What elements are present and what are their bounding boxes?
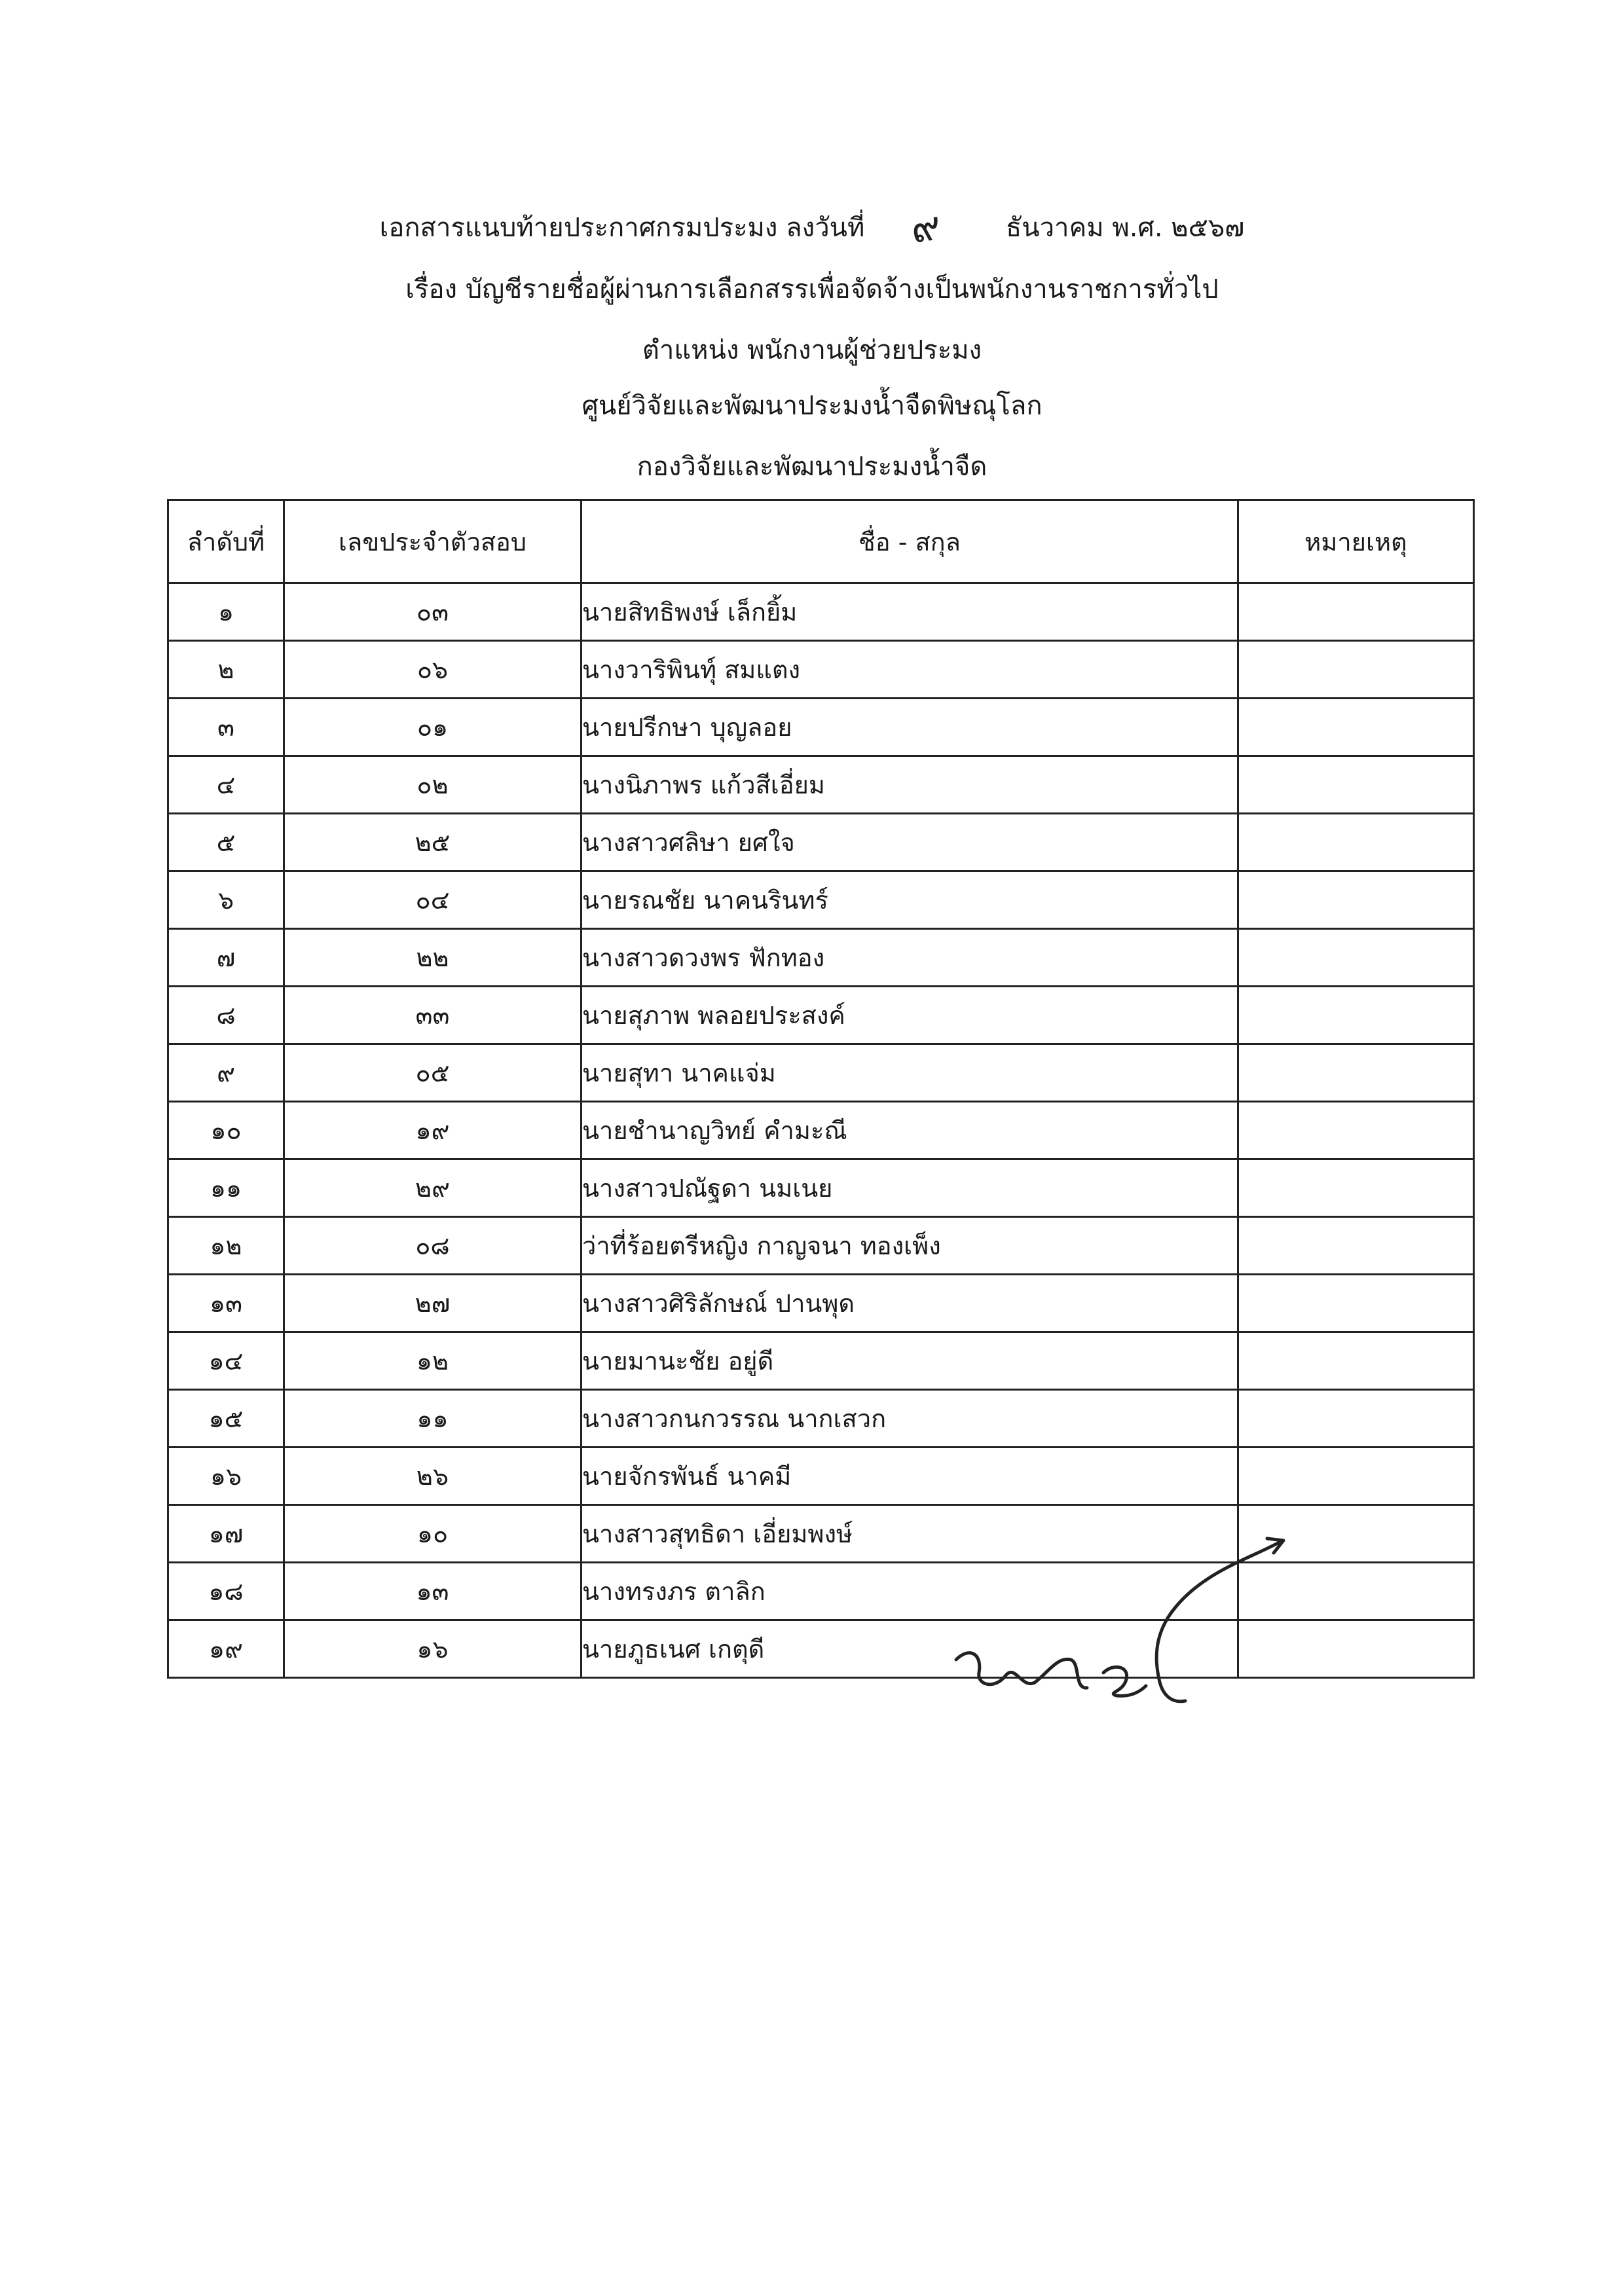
- header-line1-text: เอกสารแนบท้ายประกาศกรมประมง ลงวันที่: [379, 213, 865, 243]
- remark-cell: [1238, 1159, 1474, 1217]
- table-row: [168, 1044, 1474, 1102]
- exam-id-cell: ๒๖: [284, 1448, 581, 1505]
- order-cell: ๑๕: [168, 1390, 284, 1448]
- order-cell: ๒: [168, 641, 284, 699]
- order-cell: ๗: [168, 929, 284, 987]
- name-cell: นายสุภาพ พลอยประสงค์: [581, 987, 1238, 1044]
- order-cell: ๑๓: [168, 1275, 284, 1332]
- exam-id-cell: ๒๕: [284, 814, 581, 871]
- name-cell: นางวาริพินทุ์ สมแตง: [581, 641, 1238, 699]
- exam-id-cell: ๒๒: [284, 929, 581, 987]
- remark-cell: [1238, 756, 1474, 814]
- table-row: [168, 871, 1474, 929]
- table-row: [168, 641, 1474, 699]
- table-row: [168, 814, 1474, 871]
- order-cell: ๑๗: [168, 1505, 284, 1563]
- table-row: [168, 1448, 1474, 1505]
- exam-id-cell: ๐๒: [284, 756, 581, 814]
- name-cell: นายสิทธิพงษ์ เล็กยิ้ม: [581, 583, 1238, 641]
- exam-id-cell: ๐๖: [284, 641, 581, 699]
- name-cell: นางสาวปณัฐดา นมเนย: [581, 1159, 1238, 1217]
- exam-id-cell: ๐๓: [284, 583, 581, 641]
- handwritten-annotation-signature: [943, 1519, 1310, 1715]
- remark-cell: [1238, 1044, 1474, 1102]
- candidate-table: [167, 499, 1475, 1679]
- remark-cell: [1238, 699, 1474, 756]
- remark-cell: [1238, 641, 1474, 699]
- table-row: [168, 1102, 1474, 1159]
- header-line-position: ตำแหน่ง พนักงานผู้ช่วยประมง: [642, 335, 982, 365]
- handwritten-day: ๙: [908, 201, 944, 253]
- order-cell: ๓: [168, 699, 284, 756]
- remark-cell: [1238, 1275, 1474, 1332]
- name-cell: นายจักรพันธ์ นาคมี: [581, 1448, 1238, 1505]
- order-cell: ๘: [168, 987, 284, 1044]
- header-line-division: กองวิจัยและพัฒนาประมงน้ำจืด: [637, 452, 987, 482]
- remark-cell: [1238, 987, 1474, 1044]
- name-cell: นายปรีกษา บุญลอย: [581, 699, 1238, 756]
- handwritten-note-text: เหลา ๒: [943, 1519, 946, 1520]
- exam-id-cell: ๐๑: [284, 699, 581, 756]
- remark-cell: [1238, 929, 1474, 987]
- name-cell: นางทรงภร ตาลิก: [581, 1563, 1238, 1620]
- name-cell: นายสุทา นาคแจ่ม: [581, 1044, 1238, 1102]
- remark-cell: [1238, 814, 1474, 871]
- exam-id-cell: ๐๘: [284, 1217, 581, 1275]
- name-cell: นายรณชัย นาคนรินทร์: [581, 871, 1238, 929]
- table-row: [168, 1390, 1474, 1448]
- order-cell: ๑๖: [168, 1448, 284, 1505]
- remark-cell: [1238, 871, 1474, 929]
- remark-cell: [1238, 1390, 1474, 1448]
- exam-id-cell: ๑๒: [284, 1332, 581, 1390]
- order-cell: ๕: [168, 814, 284, 871]
- exam-id-cell: ๐๕: [284, 1044, 581, 1102]
- table-row: [168, 583, 1474, 641]
- name-cell: นายภูธเนศ เกตุดี: [581, 1620, 1238, 1678]
- exam-id-cell: ๒๙: [284, 1159, 581, 1217]
- header-line-date: [0, 208, 1624, 247]
- name-cell: นางสาวสุทธิดา เอี่ยมพงษ์: [581, 1505, 1238, 1563]
- order-cell: ๑๔: [168, 1332, 284, 1390]
- exam-id-cell: ๑๖: [284, 1620, 581, 1678]
- order-cell: ๑๙: [168, 1620, 284, 1678]
- header-line-center: ศูนย์วิจัยและพัฒนาประมงน้ำจืดพิษณุโลก: [581, 391, 1043, 421]
- table-body: [168, 583, 1474, 1678]
- table-row: [168, 1217, 1474, 1275]
- table-row: [168, 1332, 1474, 1390]
- order-cell: ๖: [168, 871, 284, 929]
- remark-cell: [1238, 1448, 1474, 1505]
- column-header-remark: หมายเหตุ: [1238, 500, 1474, 583]
- order-cell: ๑๐: [168, 1102, 284, 1159]
- column-header-exam-id: เลขประจำตัวสอบ: [284, 500, 581, 583]
- remark-cell: [1238, 1217, 1474, 1275]
- exam-id-cell: ๓๓: [284, 987, 581, 1044]
- exam-id-cell: ๑๑: [284, 1390, 581, 1448]
- header-line-subject: เรื่อง บัญชีรายชื่อผู้ผ่านการเลือกสรรเพื่อจัดจ้างเป็นพนักงานราชการทั่วไป: [405, 274, 1219, 304]
- name-cell: นางสาวกนกวรรณ นากเสวก: [581, 1390, 1238, 1448]
- name-cell: นางสาวศิริลักษณ์ ปานพุด: [581, 1275, 1238, 1332]
- order-cell: ๑: [168, 583, 284, 641]
- header-line1-month-year: ธันวาคม พ.ศ. ๒๕๖๗: [1005, 213, 1245, 243]
- order-cell: ๑๑: [168, 1159, 284, 1217]
- remark-cell: [1238, 583, 1474, 641]
- column-header-name: ชื่อ - สกุล: [581, 500, 1238, 583]
- table-row: [168, 756, 1474, 814]
- table-row: [168, 1275, 1474, 1332]
- table-row: [168, 699, 1474, 756]
- name-cell: นายชำนาญวิทย์ คำมะณี: [581, 1102, 1238, 1159]
- name-cell: นางนิภาพร แก้วสีเอี่ยม: [581, 756, 1238, 814]
- exam-id-cell: ๑๙: [284, 1102, 581, 1159]
- table-row: [168, 929, 1474, 987]
- table-row: [168, 1159, 1474, 1217]
- remark-cell: [1238, 1102, 1474, 1159]
- table-header-row: [168, 500, 1474, 583]
- order-cell: ๙: [168, 1044, 284, 1102]
- exam-id-cell: ๑๐: [284, 1505, 581, 1563]
- order-cell: ๑๘: [168, 1563, 284, 1620]
- exam-id-cell: ๑๓: [284, 1563, 581, 1620]
- table-row: [168, 987, 1474, 1044]
- name-cell: ว่าที่ร้อยตรีหญิง กาญจนา ทองเพ็ง: [581, 1217, 1238, 1275]
- remark-cell: [1238, 1332, 1474, 1390]
- exam-id-cell: ๐๔: [284, 871, 581, 929]
- exam-id-cell: ๒๗: [284, 1275, 581, 1332]
- order-cell: ๑๒: [168, 1217, 284, 1275]
- name-cell: นางสาวดวงพร ฟักทอง: [581, 929, 1238, 987]
- name-cell: นายมานะชัย อยู่ดี: [581, 1332, 1238, 1390]
- order-cell: ๔: [168, 756, 284, 814]
- name-cell: นางสาวศลิษา ยศใจ: [581, 814, 1238, 871]
- column-header-order: ลำดับที่: [168, 500, 284, 583]
